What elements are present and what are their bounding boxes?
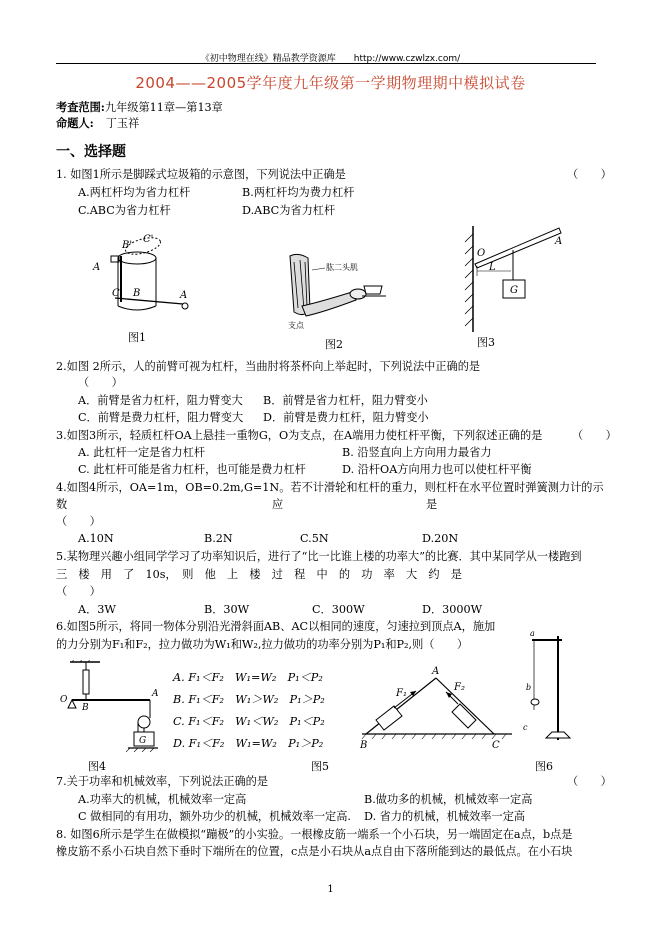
q7-option-b: B.做功多的机械，机械效率一定高 [364,793,533,806]
figure-2-forearm [280,250,400,332]
q7-option-d: D. 省力的机械，机械效率一定高 [364,810,526,823]
figure-4-lever-pulley [58,660,168,752]
q3-answer-paren: （ ） [572,429,617,442]
q4-option-a: A.10N [78,532,114,545]
scope-line [56,100,223,115]
fig4-label-o: O [60,695,68,705]
q8-line1: 8. 如图6所示是学生在做模拟“蹦极”的小实验。一根橡皮筋一端系一个小石块，另一端固定在a点，b点是 [56,828,573,841]
page-title: 2004——2005学年度九年级第一学期物理期中模拟试卷 [135,74,526,92]
fig5-label-b: B [360,740,368,751]
fig4-label-b: B [82,703,89,713]
fig6-label-c: c [523,723,528,732]
fig5-label-f1: F₁ [396,688,407,699]
fig2-label-pivot: 支点 [288,321,304,330]
q3-option-a: A. 此杠杆一定是省力杠杆 [78,446,206,459]
fig1-label-c-prime: C' [143,234,154,245]
q1-option-a: A.两杠杆均为省力杠杆 [78,186,191,199]
fig4-label-a: A [152,689,159,699]
page-header: 《初中物理在线》精品教学资源库 http://www.czwlzx.com/ [200,54,461,64]
fig1-label-b-prime: B' [122,240,133,251]
q5-option-b: B．30W [204,603,250,616]
figure-5-inclines [358,664,518,754]
fig1-label-a-pedal: A [180,290,188,301]
fig4-label-g: G [139,736,147,746]
q2-option-c: C．前臂是费力杠杆，阻力臂变大 [78,411,244,424]
q4-option-d: D.20N [422,532,459,545]
q1-option-d: D.ABC为省力杠杆 [242,204,336,217]
scope-value: 九年级第11章—第13章 [104,101,223,114]
author-label: 命题人: [56,116,94,130]
fig1-label-c: C [112,288,120,299]
q2-line1: 2.如图 2所示，人的前臂可视为杠杆，当曲肘将茶杯向上举起时，下列说法中正确的是 [56,360,481,373]
fig1-label-b: B [133,288,141,299]
fig6-label-a: a [530,630,535,638]
fig5-label-c: C [492,740,500,751]
q4-word-shu: 数 [56,498,68,511]
q2-answer-paren: （ ） [78,376,123,389]
q7-option-c: C 做相同的有用功，额外功少的机械，机械效率一定高. [78,810,351,823]
q7-stem: 7.关于功率和机械效率，下列说法正确的是 [56,775,269,788]
q6-line1: 6.如图5所示，将同一物体分别沿光滑斜面AB、AC以相同的速度，匀速拉到顶点A，施加 [56,620,496,633]
page-number: 1 [327,884,334,895]
fig5-option-c: C. F₁＜F₂ W₁＜W₂ P₁＜P₂ [173,715,325,728]
q4-option-c: C.5N [300,532,329,545]
fig3-label-g: G [510,285,518,296]
fig3-label-o: O [477,248,486,259]
q5-option-d: D．3000W [422,603,483,616]
fig6-caption: 图6 [535,760,553,773]
author-line [56,116,139,131]
q1-stem: 1. 如图1所示是脚踩式垃圾箱的示意图，下列说法中正确是 [56,168,346,181]
q4-word-ying: 应 [272,498,284,511]
fig5-option-b: B. F₁＜F₂ W₁＞W₂ P₁＞P₂ [173,693,325,706]
fig3-label-a: A [555,236,563,247]
q3-option-c: C. 此杠杆可能是省力杠杆，也可能是费力杠杆 [78,463,306,476]
q5-line2: 三 楼 用 了 10s， 则 他 上 楼 过 程 中 的 功 率 大 约 是 [56,568,462,581]
fig4-caption: 图4 [88,760,106,773]
q5-line1: 5.某物理兴趣小组同学学习了功率知识后，进行了“比一比谁上楼的功率大”的比赛．其中某同学从一楼跑到 [56,550,582,563]
q4-answer-paren: （ ） [56,515,101,528]
q7-answer-paren: （ ） [567,775,612,788]
scope-label: 考查范围: [56,100,105,114]
fig2-label-muscle: 肱二头肌 [326,263,358,272]
q4-line1: 4.如图4所示，OA=1m，OB=0.2m,G=1N。若不计滑轮和杠杆的重力，则杠杆在水平位置时弹簧测力计的示 [56,481,604,494]
section-heading: 一、选择题 [56,144,126,160]
q4-word-shi: 是 [426,498,438,511]
fig6-label-b: b [526,683,532,692]
q2-option-b: B．前臂是省力杠杆，阻力臂变小 [263,394,428,407]
header-divider [56,63,596,64]
q1-option-c: C.ABC为省力杠杆 [78,204,171,217]
q1-option-b: B.两杠杆均为费力杠杆 [242,186,355,199]
fig5-label-a: A [432,666,440,677]
q5-answer-paren: （ ） [56,585,101,598]
fig1-caption: 图1 [128,331,146,344]
q5-option-a: A．3W [78,603,116,616]
q2-option-d: D．前臂是费力杠杆，阻力臂变小 [263,411,429,424]
fig3-label-l: L [489,262,496,273]
q3-option-b: B. 沿竖直向上方向用力最省力 [342,446,492,459]
fig5-caption: 图5 [311,760,329,773]
figure-1-trash-bin [85,228,205,323]
figure-6-bungee [518,630,578,750]
q3-stem: 3.如图3所示，轻质杠杆OA上悬挂一重物G，O为支点，在A端用力使杠杆平衡，下列叙述正确的是 [56,429,543,442]
fig2-caption: 图2 [325,338,343,351]
q1-answer-paren: （ ） [567,168,612,181]
q5-option-c: C．300W [312,603,365,616]
q4-option-b: B.2N [204,532,233,545]
fig1-label-a-top: A [93,262,101,273]
q7-option-a: A.功率大的机械，机械效率一定高 [78,793,247,806]
fig5-option-a: A. F₁＜F₂ W₁=W₂ P₁＜P₂ [173,671,323,684]
author-value: 丁玉祥 [105,117,140,130]
fig5-option-d: D. F₁＜F₂ W₁=W₂ P₁＞P₂ [173,737,324,750]
figure-3-lever [455,224,575,334]
q6-line2: 的力分别为F₁和F₂，拉力做功为W₁和W₂,拉力做功的功率分别为P₁和P₂,则（ ） [56,638,469,651]
fig3-caption: 图3 [477,336,495,349]
q2-option-a: A．前臂是省力杠杆，阻力臂变大 [78,394,243,407]
q3-option-d: D. 沿杆OA方向用力也可以使杠杆平衡 [342,463,532,476]
fig5-label-f2: F₂ [454,682,465,693]
q8-line2: 橡皮筋不系小石块自然下垂时下端所在的位置，c点是小石块从a点自由下落所能到达的最低点。在小石块 [56,845,573,858]
